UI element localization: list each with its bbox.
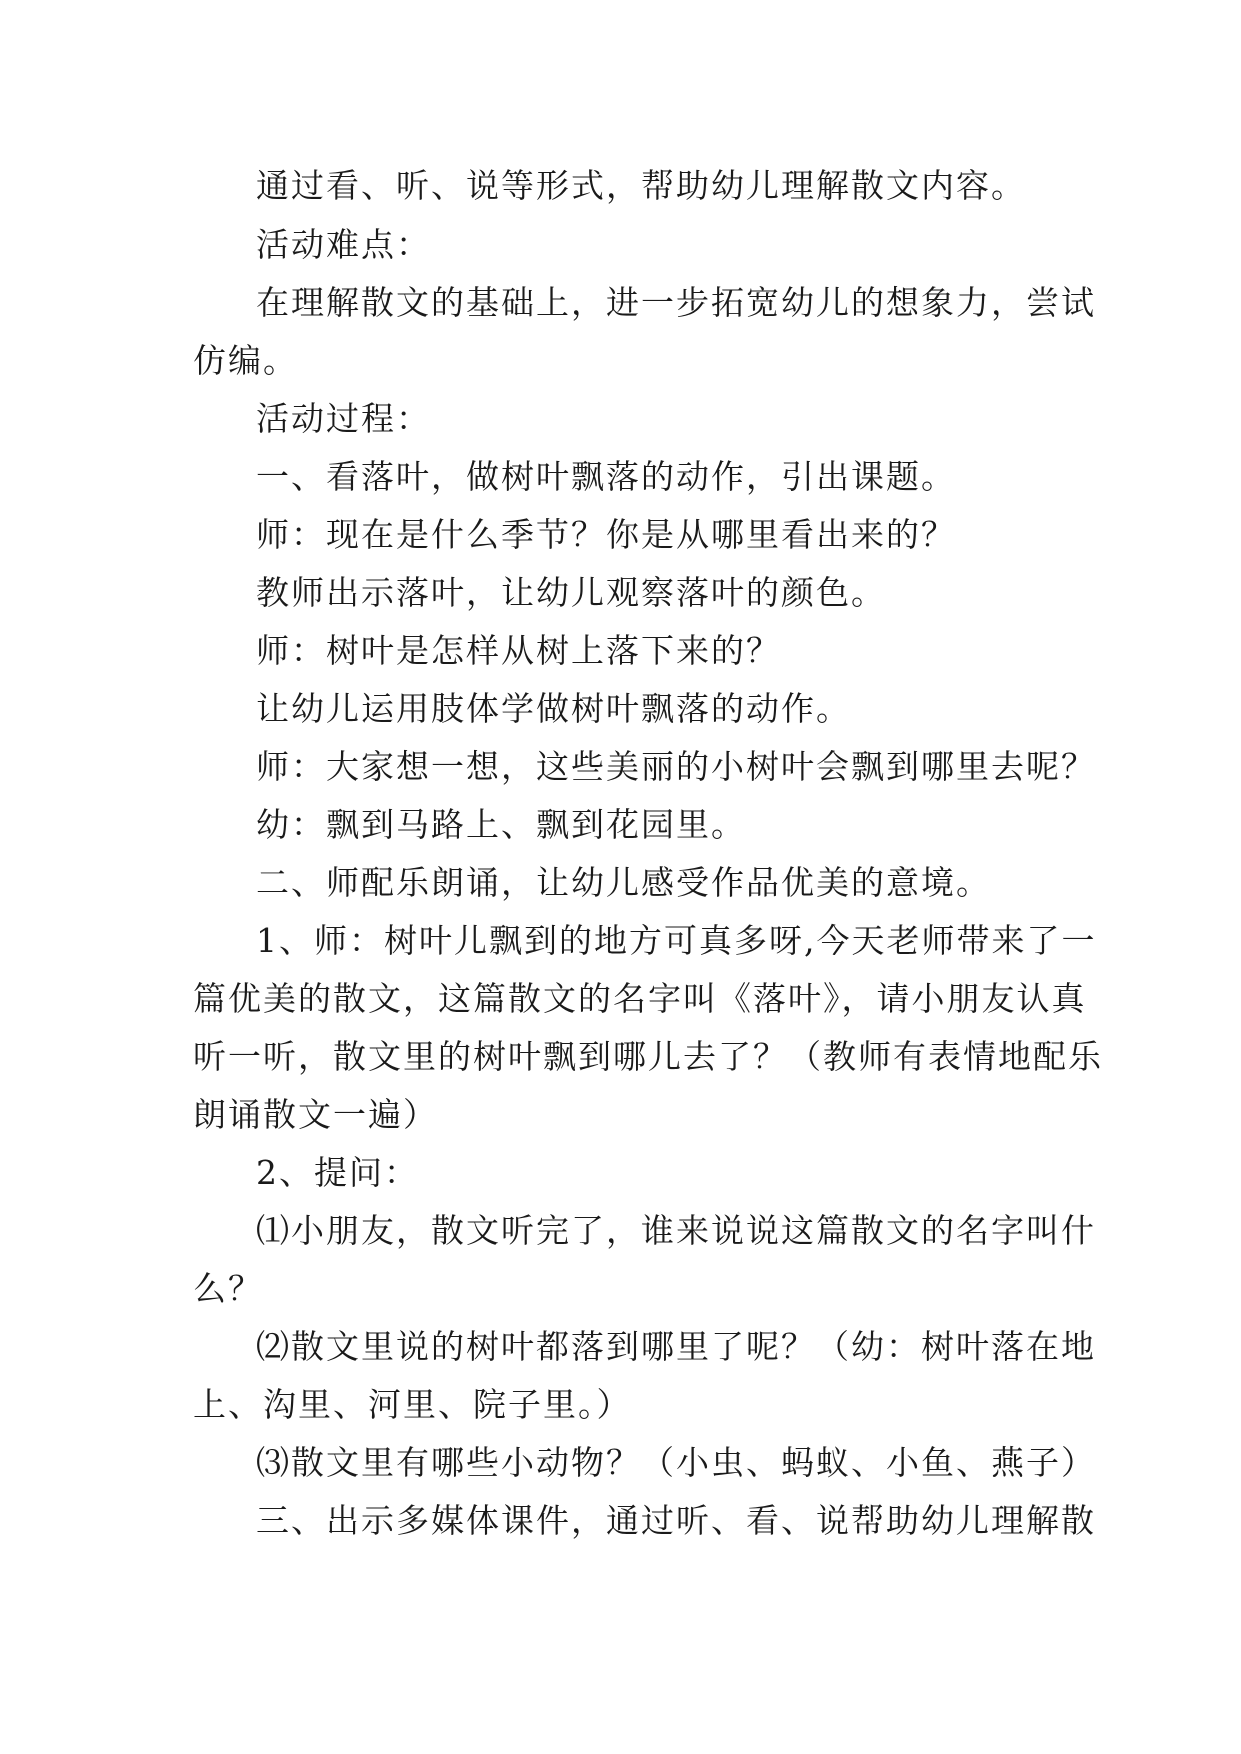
paragraph-line: 活动过程： xyxy=(256,399,431,438)
paragraph-line: 2、提问： xyxy=(256,1153,419,1192)
paragraph-line: 二、师配乐朗诵，让幼儿感受作品优美的意境。 xyxy=(256,863,991,902)
paragraph-line: 上、沟里、河里、院子里。） xyxy=(193,1385,632,1424)
paragraph-line: 师：树叶是怎样从树上落下来的？ xyxy=(256,631,781,670)
paragraph-line: 朗诵散文一遍） xyxy=(193,1095,438,1134)
paragraph-line: 活动难点： xyxy=(256,225,431,264)
paragraph-line: ⑵散文里说的树叶都落到哪里了呢？（幼：树叶落在地 xyxy=(256,1327,1096,1366)
paragraph-line: 一、看落叶，做树叶飘落的动作，引出课题。 xyxy=(256,457,956,496)
paragraph-line: 教师出示落叶，让幼儿观察落叶的颜色。 xyxy=(256,573,886,612)
paragraph-line: ⑴小朋友，散文听完了，谁来说说这篇散文的名字叫什 xyxy=(256,1211,1096,1250)
paragraph-line: 听一听，散文里的树叶飘到哪儿去了？（教师有表情地配乐 xyxy=(193,1037,1103,1076)
paragraph-line: 让幼儿运用肢体学做树叶飘落的动作。 xyxy=(256,689,851,728)
paragraph-line: 师：现在是什么季节？你是从哪里看出来的？ xyxy=(256,515,956,554)
paragraph-line: 么？ xyxy=(193,1269,263,1308)
paragraph-line: 仿编。 xyxy=(193,341,298,380)
paragraph-line: 师：大家想一想，这些美丽的小树叶会飘到哪里去呢？ xyxy=(256,747,1096,786)
paragraph-line: 篇优美的散文，这篇散文的名字叫《落叶》，请小朋友认真 xyxy=(193,979,1087,1018)
paragraph-line: 1、师：树叶儿飘到的地方可真多呀,今天老师带来了一 xyxy=(256,921,1097,960)
paragraph-line: 三、出示多媒体课件，通过听、看、说帮助幼儿理解散 xyxy=(256,1501,1096,1540)
paragraph-line: 通过看、听、说等形式，帮助幼儿理解散文内容。 xyxy=(256,166,1026,205)
paragraph-line: 在理解散文的基础上，进一步拓宽幼儿的想象力，尝试 xyxy=(256,283,1096,322)
paragraph-line: 幼：飘到马路上、飘到花园里。 xyxy=(256,805,746,844)
paragraph-line: ⑶散文里有哪些小动物？（小虫、蚂蚁、小鱼、燕子） xyxy=(256,1443,1096,1482)
